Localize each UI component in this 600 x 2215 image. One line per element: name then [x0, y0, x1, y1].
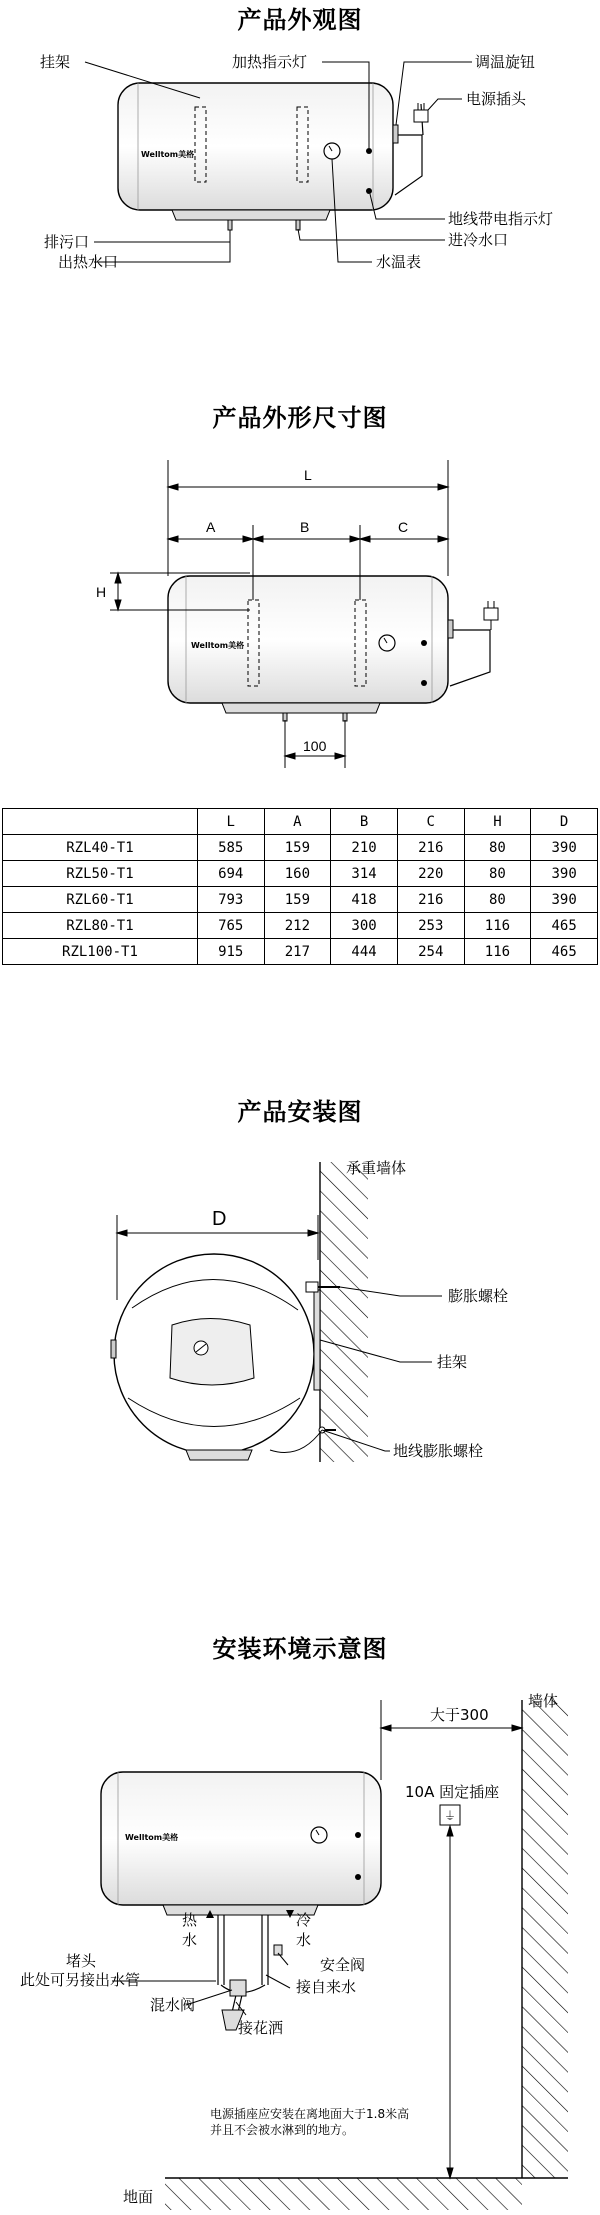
label-hot-outlet: 出热水口	[58, 253, 119, 271]
table-cell: 418	[331, 887, 398, 913]
socket-note-2: 并且不会被水淋到的地方。	[210, 2123, 355, 2137]
brand-logo: Welltom美格	[191, 641, 245, 650]
label-drain: 排污口	[44, 233, 90, 251]
table-row	[3, 861, 598, 887]
table-cell: 80	[464, 835, 531, 861]
table-cell: 585	[197, 835, 264, 861]
table-row	[3, 939, 598, 965]
socket-glyph: ⏚	[444, 1809, 457, 1823]
heat-indicator-dot	[366, 148, 372, 154]
label-tap-water: 接自来水	[296, 1978, 357, 1996]
dim-B: B	[300, 519, 310, 535]
table-cell: 793	[197, 887, 264, 913]
table-cell: RZL60-T1	[3, 887, 198, 913]
tank-body	[168, 576, 448, 703]
table-cell: 915	[197, 939, 264, 965]
table-cell: 390	[531, 887, 598, 913]
indicator-dot-top	[421, 640, 427, 646]
table-header-cell: B	[331, 809, 398, 835]
label-thermostat-knob: 调温旋钮	[475, 53, 536, 71]
label-shower: 接花洒	[238, 2019, 284, 2037]
ground-hatch	[165, 2178, 522, 2210]
table-cell: RZL80-T1	[3, 913, 198, 939]
table-cell: 314	[331, 861, 398, 887]
table-cell: RZL100-T1	[3, 939, 198, 965]
dimensions-diagram	[0, 440, 600, 780]
table-header-cell: L	[197, 809, 264, 835]
table-row	[3, 887, 598, 913]
dim-spacing: 100	[303, 738, 327, 754]
label-ground-bolt: 地线膨胀螺栓	[393, 1442, 484, 1460]
table-cell: 80	[464, 861, 531, 887]
table-cell: RZL40-T1	[3, 835, 198, 861]
bracket	[314, 1290, 320, 1390]
environment-title: 安装环境示意图	[212, 1635, 388, 1663]
side-knob	[111, 1340, 116, 1358]
table-cell: 159	[264, 887, 331, 913]
table-cell: 210	[331, 835, 398, 861]
label-plug: 堵头	[66, 1952, 97, 1970]
table-header-cell: H	[464, 809, 531, 835]
table-row	[3, 835, 598, 861]
label-heat-indicator: 加热指示灯	[232, 53, 308, 71]
table-cell: 300	[331, 913, 398, 939]
label-expansion-bolt: 膨胀螺栓	[448, 1287, 509, 1305]
table-header-cell: C	[397, 809, 464, 835]
label-hot-water-2: 水	[182, 1931, 198, 1949]
label-hot-water-1: 热	[182, 1911, 198, 1929]
table-cell: 465	[531, 913, 598, 939]
power-plug-icon	[484, 601, 498, 630]
label-bracket: 挂架	[40, 53, 71, 71]
table-cell: 220	[397, 861, 464, 887]
table-cell: 212	[264, 913, 331, 939]
table-cell: 390	[531, 861, 598, 887]
label-distance: 大于300	[430, 1706, 489, 1724]
label-cold-water-2: 水	[296, 1931, 312, 1949]
wall-hatch	[320, 1162, 368, 1462]
table-cell: 765	[197, 913, 264, 939]
label-power-plug: 电源插头	[466, 90, 527, 108]
dim-C: C	[398, 519, 409, 535]
table-cell: 80	[464, 887, 531, 913]
wall-hatch	[522, 1700, 568, 2178]
table-cell: 390	[531, 835, 598, 861]
table-cell: 216	[397, 835, 464, 861]
dimensions-title: 产品外形尺寸图	[212, 404, 388, 432]
table-cell: 116	[464, 939, 531, 965]
table-header-cell: A	[264, 809, 331, 835]
table-cell: 216	[397, 887, 464, 913]
label-thermometer: 水温表	[376, 253, 422, 271]
label-ground: 地面	[123, 2188, 154, 2206]
control-panel	[170, 1319, 254, 1386]
table-cell: RZL50-T1	[3, 861, 198, 887]
brand-logo: Welltom美格	[141, 150, 195, 159]
bottom-cover	[172, 210, 330, 220]
table-cell: 254	[397, 939, 464, 965]
label-cold-inlet: 进冷水口	[448, 231, 509, 249]
table-cell: 159	[264, 835, 331, 861]
socket-note-1: 电源插座应安装在离地面大于1.8米高	[210, 2107, 410, 2121]
environment-diagram	[0, 1670, 600, 2215]
table-cell: 444	[331, 939, 398, 965]
dim-H: H	[96, 584, 107, 600]
table-cell: 694	[197, 861, 264, 887]
indicator-dot-bottom	[421, 680, 427, 686]
installation-title: 产品安装图	[237, 1098, 363, 1126]
label-wall: 墙体	[528, 1692, 559, 1710]
table-cell: 160	[264, 861, 331, 887]
dim-D: D	[212, 1208, 227, 1230]
label-cold-water-1: 冷	[296, 1911, 312, 1929]
table-cell: 116	[464, 913, 531, 939]
table-header-cell: D	[531, 809, 598, 835]
appearance-title: 产品外观图	[237, 6, 363, 34]
dim-L: L	[304, 467, 312, 483]
label-plug-note: 此处可另接出水管	[20, 1971, 141, 1989]
installation-diagram	[0, 1140, 600, 1500]
appearance-diagram	[0, 30, 600, 330]
label-mixing-valve: 混水阀	[150, 1996, 196, 2014]
thermostat-knob-icon	[393, 125, 398, 143]
spec-table	[2, 808, 598, 965]
table-header-cell	[3, 809, 198, 835]
table-row	[3, 913, 598, 939]
label-bracket: 挂架	[437, 1353, 468, 1371]
tank-body	[118, 83, 393, 210]
bottom-cover	[222, 703, 380, 713]
thermostat-knob-icon	[448, 620, 453, 638]
dim-A: A	[206, 519, 216, 535]
table-cell: 465	[531, 939, 598, 965]
label-ground-indicator: 地线带电指示灯	[448, 210, 554, 228]
table-cell: 253	[397, 913, 464, 939]
ground-indicator-dot	[366, 188, 372, 194]
table-header-row	[3, 809, 598, 835]
brand-logo: Welltom美格	[125, 1833, 179, 1842]
table-cell: 217	[264, 939, 331, 965]
label-socket: 10A 固定插座	[405, 1783, 500, 1801]
label-safety-valve: 安全阀	[320, 1956, 366, 1974]
label-wall: 承重墙体	[346, 1159, 407, 1177]
